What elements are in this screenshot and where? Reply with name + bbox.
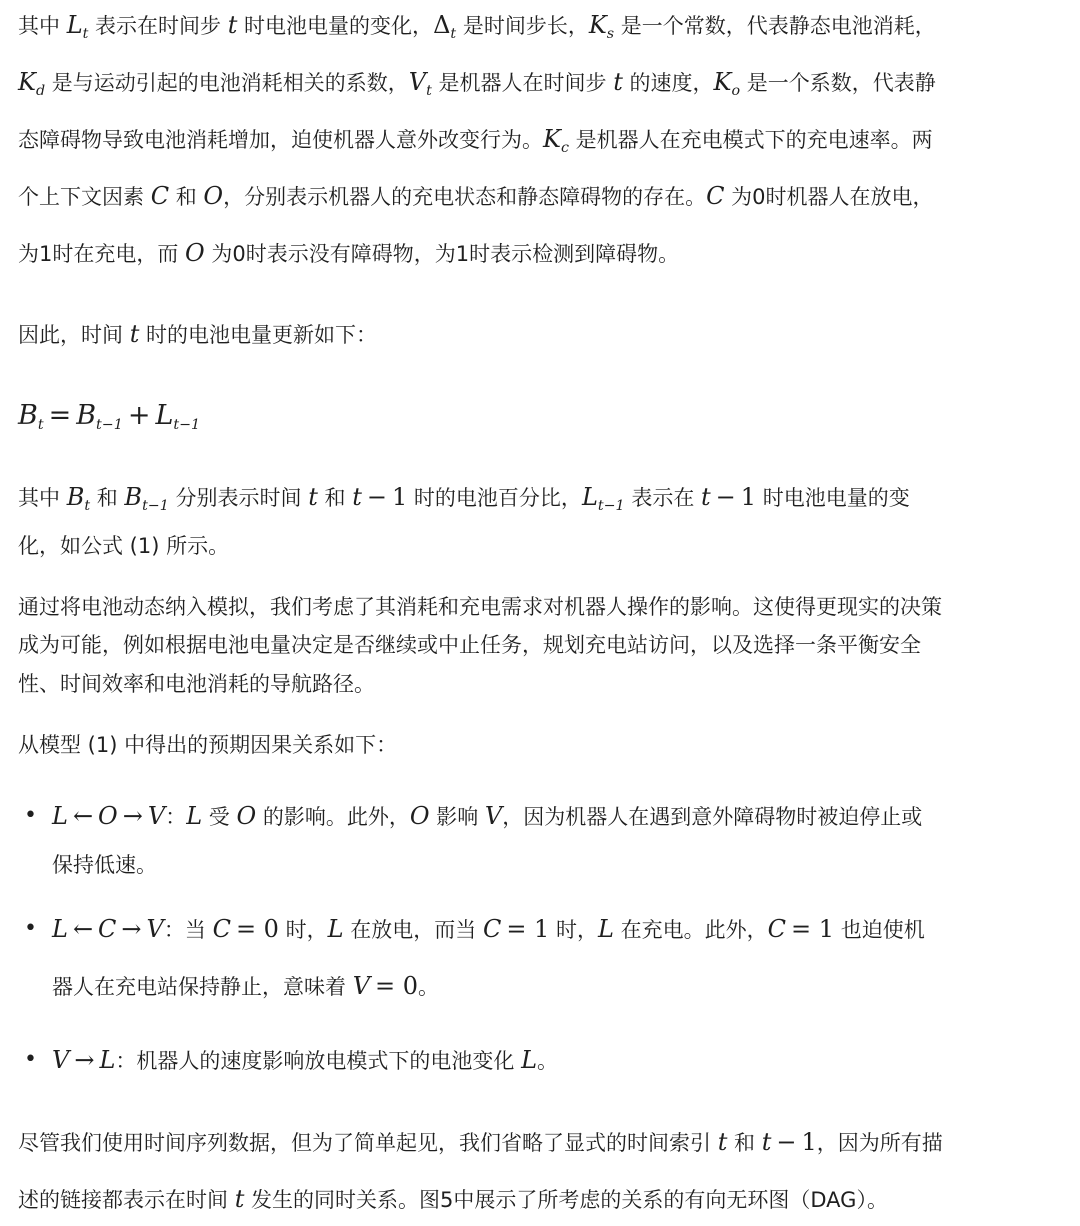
bullet2-line2	[52, 971, 439, 1002]
math: t	[227, 11, 238, 39]
math-sub: t	[426, 82, 432, 99]
math: O	[98, 802, 118, 830]
text: 保持低速。	[52, 853, 157, 877]
text: 和	[90, 486, 125, 510]
text: 性、时间效率和电池消耗的导航路径。	[18, 672, 375, 696]
math: C	[150, 182, 170, 210]
text: 为0时机器人在放电，	[724, 185, 934, 209]
math-op: →	[121, 915, 142, 943]
math-op: →	[74, 1046, 95, 1074]
para1-line4	[18, 181, 934, 212]
text: 在充电。此外，	[613, 918, 768, 942]
text: 影响	[429, 805, 485, 829]
math-op: −	[776, 1128, 797, 1156]
text: 。	[537, 1049, 559, 1073]
math: C	[706, 182, 725, 210]
math: K	[588, 11, 607, 39]
text: 尽管我们使用时间序列数据，但为了简单起见，我们省略了显式的时间索引	[18, 1131, 718, 1155]
bullet-dot-2: •	[24, 916, 37, 941]
math-sub: t−1	[173, 416, 201, 433]
math: V	[484, 802, 503, 830]
bullet-dot-3: •	[24, 1047, 37, 1072]
para5	[18, 730, 397, 760]
math-op: →	[122, 802, 143, 830]
math: C	[482, 915, 502, 943]
math: t	[308, 483, 318, 511]
math-sub: t−1	[96, 416, 123, 433]
para3-line1	[18, 482, 910, 521]
math: L	[327, 915, 344, 943]
math: L	[66, 11, 83, 39]
text: 器人在充电站保持静止，意味着	[52, 975, 353, 999]
math: C	[212, 915, 231, 943]
math: K	[18, 68, 36, 96]
math-sub: t	[84, 497, 91, 514]
math: t	[761, 1128, 772, 1156]
para6-line1	[18, 1127, 943, 1158]
math: L	[521, 1046, 538, 1074]
math: V	[408, 68, 427, 96]
text: 时，	[549, 918, 599, 942]
math: K	[543, 125, 561, 153]
math: L	[581, 483, 598, 511]
text: ：当	[163, 918, 213, 942]
text: ：机器人的速度影响放电模式下的电池变化	[115, 1049, 522, 1073]
text: 受	[202, 805, 237, 829]
math-op: =	[48, 400, 72, 431]
para4-line2	[18, 630, 921, 660]
text: ，分别表示机器人的充电状态和静态障碍物的存在。	[223, 185, 707, 209]
para1-line5	[18, 238, 679, 269]
math: V	[147, 802, 166, 830]
math-sub: o	[731, 82, 741, 99]
math: L	[155, 400, 174, 431]
math: L	[52, 915, 68, 943]
math: 1	[740, 483, 757, 511]
math: t	[701, 483, 711, 511]
math: C	[98, 915, 117, 943]
math-sub: t	[82, 25, 89, 42]
text: 是机器人在充电模式下的充电速率。两	[568, 128, 933, 152]
math-op: −	[715, 483, 736, 511]
text: 因此，时间	[18, 323, 130, 347]
math: B	[18, 400, 38, 431]
text: ，因为所有描	[816, 1131, 943, 1155]
text: 其中	[18, 14, 67, 38]
text: 发生的同时关系。图5中展示了所考虑的关系的有向无环图（DAG）。	[244, 1188, 888, 1212]
math: V	[146, 915, 164, 943]
text: 是一个系数，代表静	[740, 71, 936, 95]
math: K	[713, 68, 732, 96]
math: t	[613, 68, 623, 96]
math: C	[767, 915, 787, 943]
math: O	[185, 239, 205, 267]
math: t	[234, 1185, 245, 1213]
math: L	[99, 1046, 116, 1074]
text: 个上下文因素	[18, 185, 151, 209]
text: 时电池电量的变化，	[237, 14, 434, 38]
math-op: −	[366, 483, 387, 511]
para6-line2	[18, 1184, 888, 1215]
text: 。	[418, 975, 440, 999]
text: 在放电，而当	[343, 918, 483, 942]
text: 为1时在充电，而	[18, 242, 186, 266]
para1-line2	[18, 67, 936, 106]
math: L	[186, 802, 203, 830]
para2	[18, 319, 377, 350]
para4-line1	[18, 592, 942, 622]
math-op: +	[127, 400, 151, 431]
math: B	[124, 483, 143, 511]
text: 时的电池电量更新如下：	[139, 323, 378, 347]
math-sub: t	[37, 416, 44, 433]
text: 时的电池百分比，	[407, 486, 582, 510]
math: 1	[391, 483, 408, 511]
math: 1	[801, 1128, 817, 1156]
text: 时电池电量的变	[756, 486, 910, 510]
text: ，因为机器人在遇到意外障碍物时被迫停止或	[502, 805, 923, 829]
math: O	[409, 802, 430, 830]
math: t	[717, 1128, 728, 1156]
math: L	[52, 802, 68, 830]
math: t	[352, 483, 362, 511]
para1-line3	[18, 124, 933, 163]
text: 是时间步长，	[456, 14, 589, 38]
para4-line3	[18, 669, 375, 699]
bullet1-line2	[52, 850, 157, 880]
text: 时，	[278, 918, 328, 942]
text: 也迫使机	[834, 918, 925, 942]
math: L	[598, 915, 614, 943]
text: ：	[165, 805, 187, 829]
math: B	[66, 483, 85, 511]
text: 态障碍物导致电池消耗增加，迫使机器人意外改变行为。	[18, 128, 543, 152]
math-sub: t−1	[142, 497, 169, 514]
text: 成为可能，例如根据电池电量决定是否继续或中止任务，规划充电站访问，以及选择一条平衡安全	[18, 633, 921, 657]
math: t	[129, 320, 140, 348]
bullet3-line1	[52, 1045, 558, 1076]
text: 从模型 (1) 中得出的预期因果关系如下：	[18, 733, 398, 757]
battery-equation	[18, 401, 200, 440]
math: O	[203, 182, 224, 210]
text: 和	[727, 1131, 762, 1155]
math: B	[76, 400, 97, 431]
text: 表示在	[624, 486, 701, 510]
math-sub: d	[35, 82, 46, 99]
math: V	[52, 1046, 70, 1074]
text: 分别表示时间	[168, 486, 309, 510]
math: = 1	[506, 915, 550, 943]
bullet-dot-1: •	[24, 803, 37, 828]
text: 为0时表示没有障碍物，为1时表示检测到障碍物。	[204, 242, 680, 266]
math-sub: t	[450, 25, 457, 42]
math: = 0	[235, 915, 279, 943]
math: = 0	[375, 972, 419, 1000]
bullet2-line1	[52, 914, 925, 945]
bullet1-line1	[52, 801, 922, 832]
text: 是一个常数，代表静态电池消耗，	[614, 14, 936, 38]
math: Δ	[433, 11, 451, 39]
text: 是与运动引起的电池消耗相关的系数，	[45, 71, 409, 95]
text: 和	[169, 185, 204, 209]
math: O	[236, 802, 257, 830]
text: 表示在时间步	[88, 14, 228, 38]
text: 述的链接都表示在时间	[18, 1188, 235, 1212]
math-sub: c	[560, 139, 569, 156]
text: 的速度，	[622, 71, 714, 95]
text: 通过将电池动态纳入模拟，我们考虑了其消耗和充电需求对机器人操作的影响。这使得更现实的决策	[18, 595, 942, 619]
math: = 1	[791, 915, 835, 943]
math-sub: s	[606, 25, 615, 42]
text: 其中	[18, 486, 67, 510]
math-op: ←	[72, 915, 94, 943]
text: 是机器人在时间步	[431, 71, 614, 95]
math-sub: t−1	[597, 497, 625, 514]
text: 化，如公式 (1) 所示。	[18, 534, 230, 558]
para3-line2	[18, 531, 229, 561]
para1-line1	[18, 10, 936, 49]
math: V	[352, 972, 371, 1000]
text: 和	[317, 486, 353, 510]
math-op: ←	[72, 802, 94, 830]
text: 的影响。此外，	[256, 805, 410, 829]
